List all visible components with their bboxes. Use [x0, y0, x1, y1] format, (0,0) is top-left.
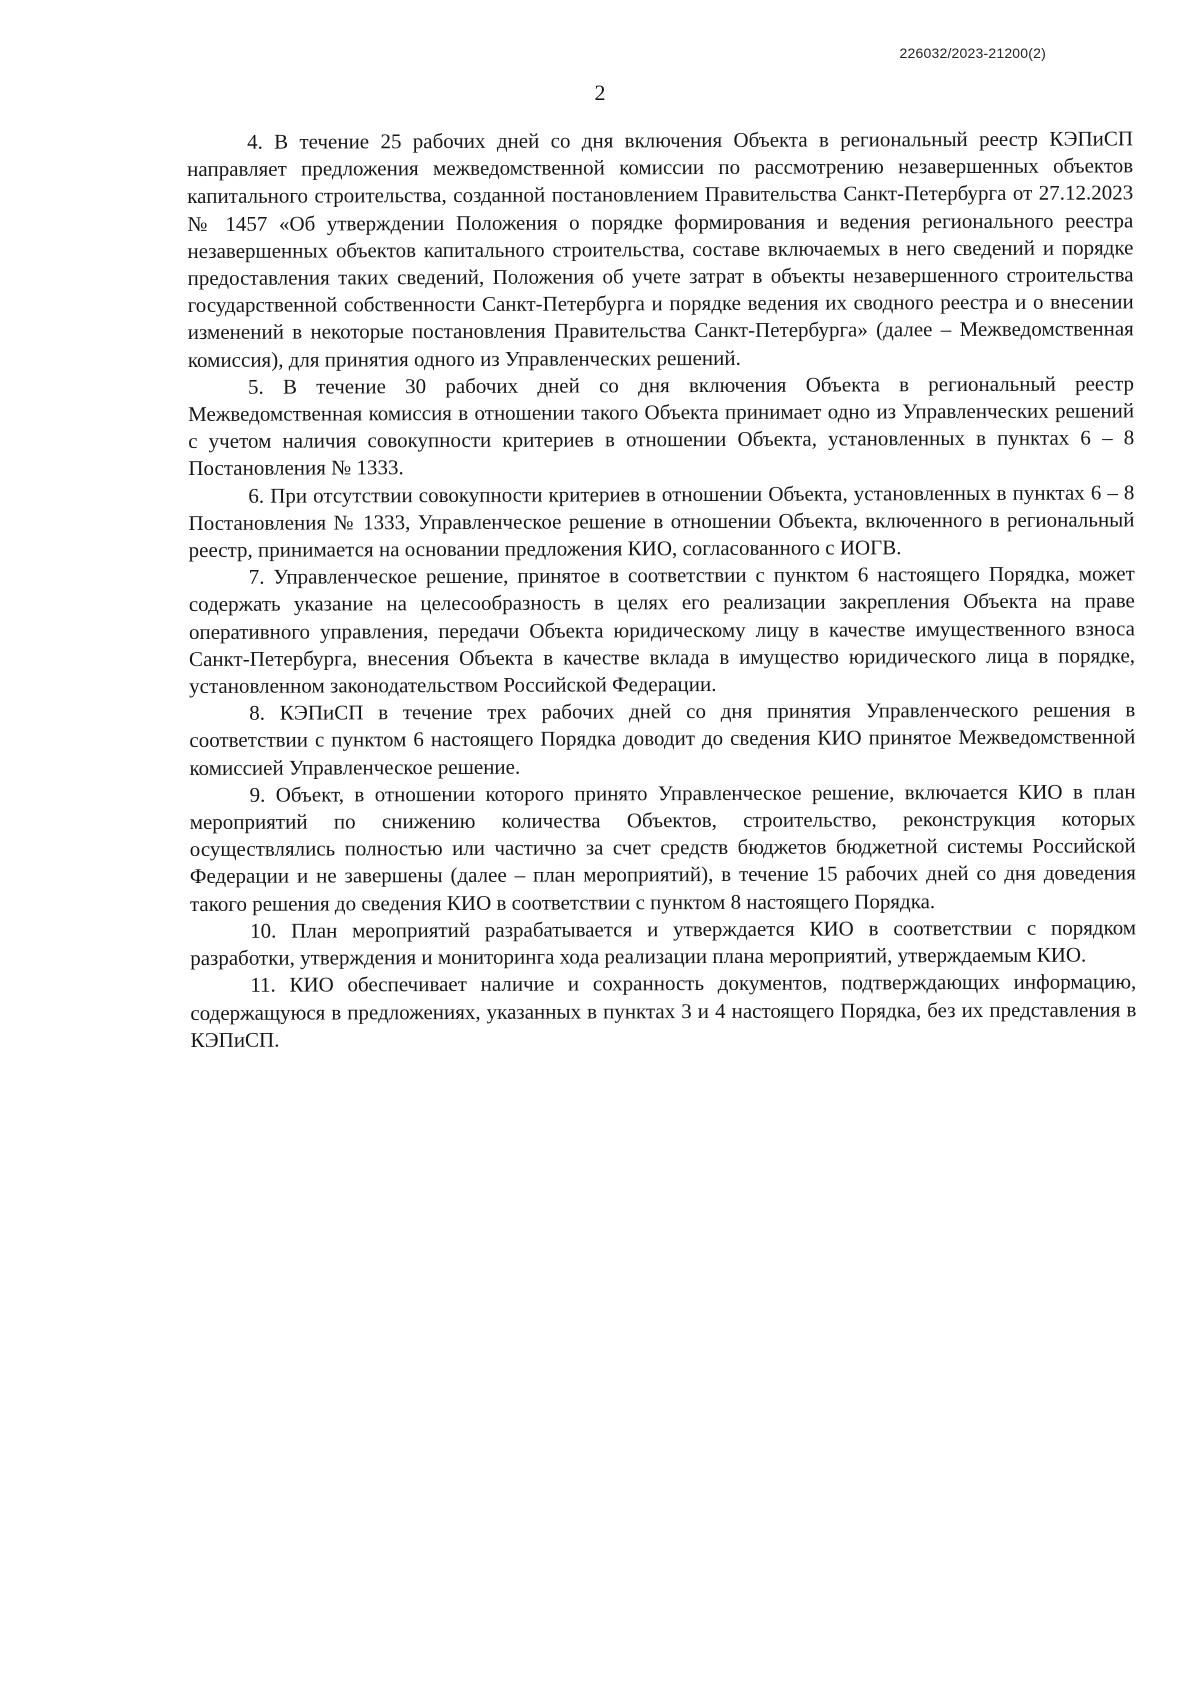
page-number: 2 — [594, 80, 606, 105]
document-body — [187, 125, 1137, 1054]
paragraph-8: 8. КЭПиСП в течение трех рабочих дней со дня принятия Управленческого решения в соответствии с пунктом 6 настоящего Порядка доводит до сведения КИО принятое Межведомственной комиссией Управленческое решение. — [189, 697, 1136, 780]
paragraph-5: 5. В течение 30 рабочих дней со дня включения Объекта в региональный реестр Межведомственная комиссия в отношении такого Объекта принимает одно из Управленческих решений с учетом наличия совокупности критериев в отношении Объекта, установленных в пунктах 6 – 8 Постановления № 1333. — [188, 371, 1135, 481]
paragraph-4: 4. В течение 25 рабочих дней со дня включения Объекта в региональный реестр КЭПиСП направляет предложения межведомственной комиссии по рассмотрению незавершенных объектов капитального строительства, созданной постановлением Правительства Санкт-Петербурга от 27.12.2023 № 1457 «Об утверждении Положения о порядке формирования и ведения регионального реестра незавершенных объектов капитального строительства, составе включаемых в него сведений и порядке предоставления таких сведений, Положения об учете затрат в объекты незавершенного строительства государственной собственности Санкт-Петербурга и порядке ведения их сводного реестра и о внесении изменений в некоторые постановления Правительства Санкт-Петербурга» (далее – Межведомственная комиссия), для принятия одного из Управленческих решений. — [187, 126, 1134, 372]
paragraph-10: 10. План мероприятий разрабатывается и утверждается КИО в соответствии с порядком разработки, утверждения и мониторинга хода реализации плана мероприятий, утверждаемым КИО. — [190, 915, 1137, 971]
paragraph-7: 7. Управленческое решение, принятое в соответствии с пунктом 6 настоящего Порядка, может содержать указание на целесообразность в целях его реализации закрепления Объекта на праве оперативного управления, передачи Объекта юридическому лицу в качестве имущественного взноса Санкт-Петербурга, внесения Объекта в качестве вклада в имущество юридического лица в порядке, установленном законодательством Российской Федерации. — [188, 561, 1136, 699]
paragraph-11: 11. КИО обеспечивает наличие и сохранность документов, подтверждающих информацию, содержащуюся в предложениях, указанных в пунктах 3 и 4 настоящего Порядка, без их представления в КЭПиСП. — [190, 969, 1137, 1052]
paragraph-9: 9. Объект, в отношении которого принято Управленческое решение, включается КИО в план мероприятий по снижению количества Объектов, строительство, реконструкция которых осуществлялись полностью или частично за счет средств бюджетов бюджетной системы Российской Федерации и не завершены (далее – план мероприятий), в течение 15 рабочих дней со дня доведения такого решения до сведения КИО в соответствии с пунктом 8 настоящего Порядка. — [189, 779, 1136, 916]
document-id-stamp: 226032/2023-21200(2) — [899, 45, 1046, 61]
paragraph-6: 6. При отсутствии совокупности критериев в отношении Объекта, установленных в пунктах 6 – 8 Постановления № 1333, Управленческое решение в отношении Объекта, включенного в региональный реестр, принимается на основании предложения КИО, согласованного с ИОГВ. — [188, 480, 1135, 563]
